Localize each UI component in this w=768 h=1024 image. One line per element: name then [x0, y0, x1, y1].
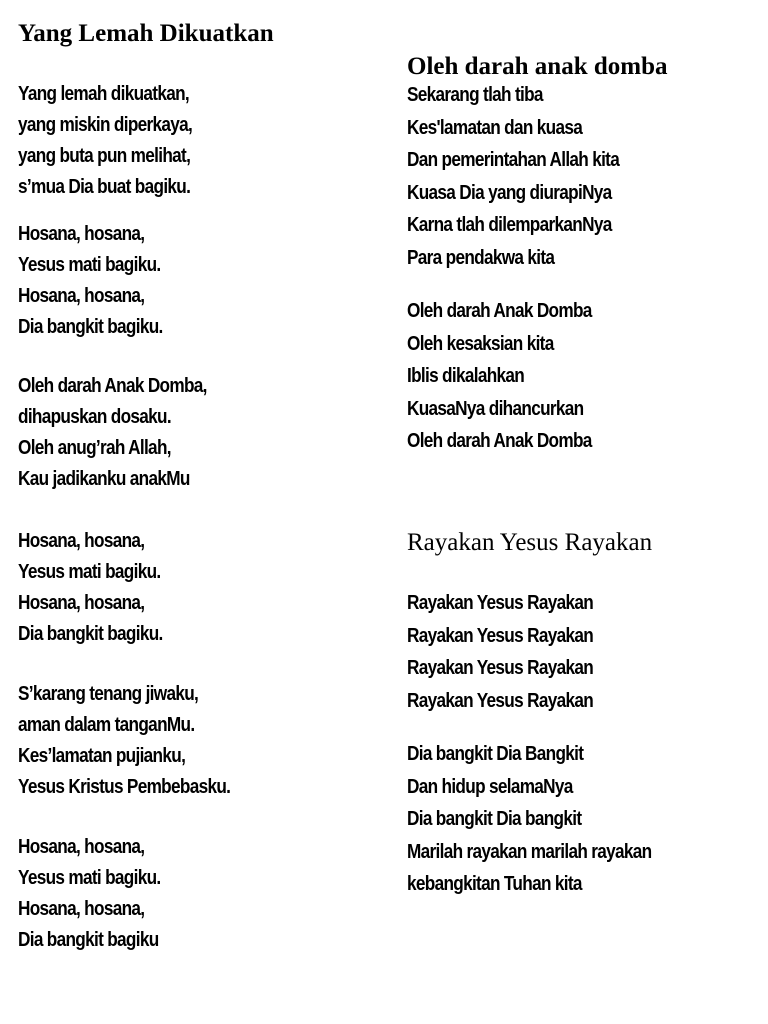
lyric-line: KuasaNya dihancurkan	[407, 397, 584, 420]
stanza-3	[407, 587, 623, 717]
lyric-line: Sekarang tlah tiba	[407, 84, 543, 106]
lyric-line: dihapuskan dosaku.	[18, 406, 171, 428]
lyric-line: Oleh darah Anak Domba,	[18, 375, 207, 397]
lyric-line: Oleh darah Anak Domba	[407, 300, 592, 322]
lyric-line: s’mua Dia buat bagiku.	[18, 176, 191, 198]
stanza-2	[18, 219, 186, 343]
lyric-line: Rayakan Yesus Rayakan	[407, 624, 594, 647]
lyric-line: Kes'lamatan dan kuasa	[407, 116, 583, 139]
stanza-2	[407, 295, 622, 458]
lyric-line: Hosana, hosana,	[18, 898, 145, 920]
song-title-rayakan-yesus-rayakan: Rayakan Yesus Rayakan	[407, 529, 653, 556]
lyric-line: Kau jadikanku anakMu	[18, 468, 190, 490]
stanza-1	[407, 79, 654, 274]
lyric-line: Oleh kesaksian kita	[407, 332, 554, 355]
lyric-line: Kes’lamatan pujianku,	[18, 745, 186, 767]
stanza-3	[18, 371, 238, 495]
lyric-line: Dan hidup selamaNya	[407, 775, 573, 798]
lyric-line: Kuasa Dia yang diurapiNya	[407, 181, 612, 204]
lyric-line: Oleh anug’rah Allah,	[18, 437, 171, 459]
lyric-line: Karna tlah dilemparkanNya	[407, 214, 612, 236]
lyric-line: Dia bangkit bagiku.	[18, 316, 163, 338]
lyric-line: Yesus mati bagiku.	[18, 254, 161, 276]
lyric-line: yang buta pun melihat,	[18, 145, 191, 167]
lyric-line: kebangkitan Tuhan kita	[407, 873, 582, 895]
lyric-line: S’karang tenang jiwaku,	[18, 683, 199, 705]
lyric-line: Marilah rayakan marilah rayakan	[407, 840, 652, 863]
stanza-5	[18, 679, 265, 803]
lyric-line: Yesus mati bagiku.	[18, 561, 161, 583]
lyric-line: Hosana, hosana,	[18, 285, 145, 307]
lyric-line: Dia bangkit bagiku	[18, 929, 159, 951]
lyric-line: Rayakan Yesus Rayakan	[407, 657, 594, 679]
lyric-line: Hosana, hosana,	[18, 223, 145, 245]
lyric-line: aman dalam tanganMu.	[18, 714, 195, 736]
lyric-line: Dia bangkit Dia Bangkit	[407, 743, 584, 765]
lyric-line: Rayakan Yesus Rayakan	[407, 592, 594, 614]
lyric-line: Hosana, hosana,	[18, 592, 145, 614]
song-title-oleh-darah-anak-domba: Oleh darah anak domba	[407, 53, 668, 80]
lyric-line: Para pendakwa kita	[407, 246, 555, 269]
lyric-line: Yesus mati bagiku.	[18, 867, 161, 889]
lyric-line: Iblis dikalahkan	[407, 365, 525, 387]
stanza-6	[18, 832, 184, 956]
lyric-line: Dia bangkit bagiku.	[18, 623, 163, 645]
stanza-4	[18, 526, 186, 650]
lyric-line: Dan pemerintahan Allah kita	[407, 149, 620, 171]
lyric-line: yang miskin diperkaya,	[18, 114, 193, 136]
stanza-4	[407, 738, 691, 901]
lyric-line: Dia bangkit Dia bangkit	[407, 808, 582, 830]
lyric-line: Hosana, hosana,	[18, 836, 145, 858]
lyric-line: Hosana, hosana,	[18, 530, 145, 552]
lyric-line: Yesus Kristus Pembebasku.	[18, 776, 231, 798]
lyric-line: Oleh darah Anak Domba	[407, 430, 592, 452]
stanza-1	[18, 79, 221, 203]
song-title-yang-lemah-dikuatkan: Yang Lemah Dikuatkan	[18, 20, 274, 47]
lyric-line: Yang lemah dikuatkan,	[18, 83, 189, 105]
lyric-line: Rayakan Yesus Rayakan	[407, 689, 594, 712]
